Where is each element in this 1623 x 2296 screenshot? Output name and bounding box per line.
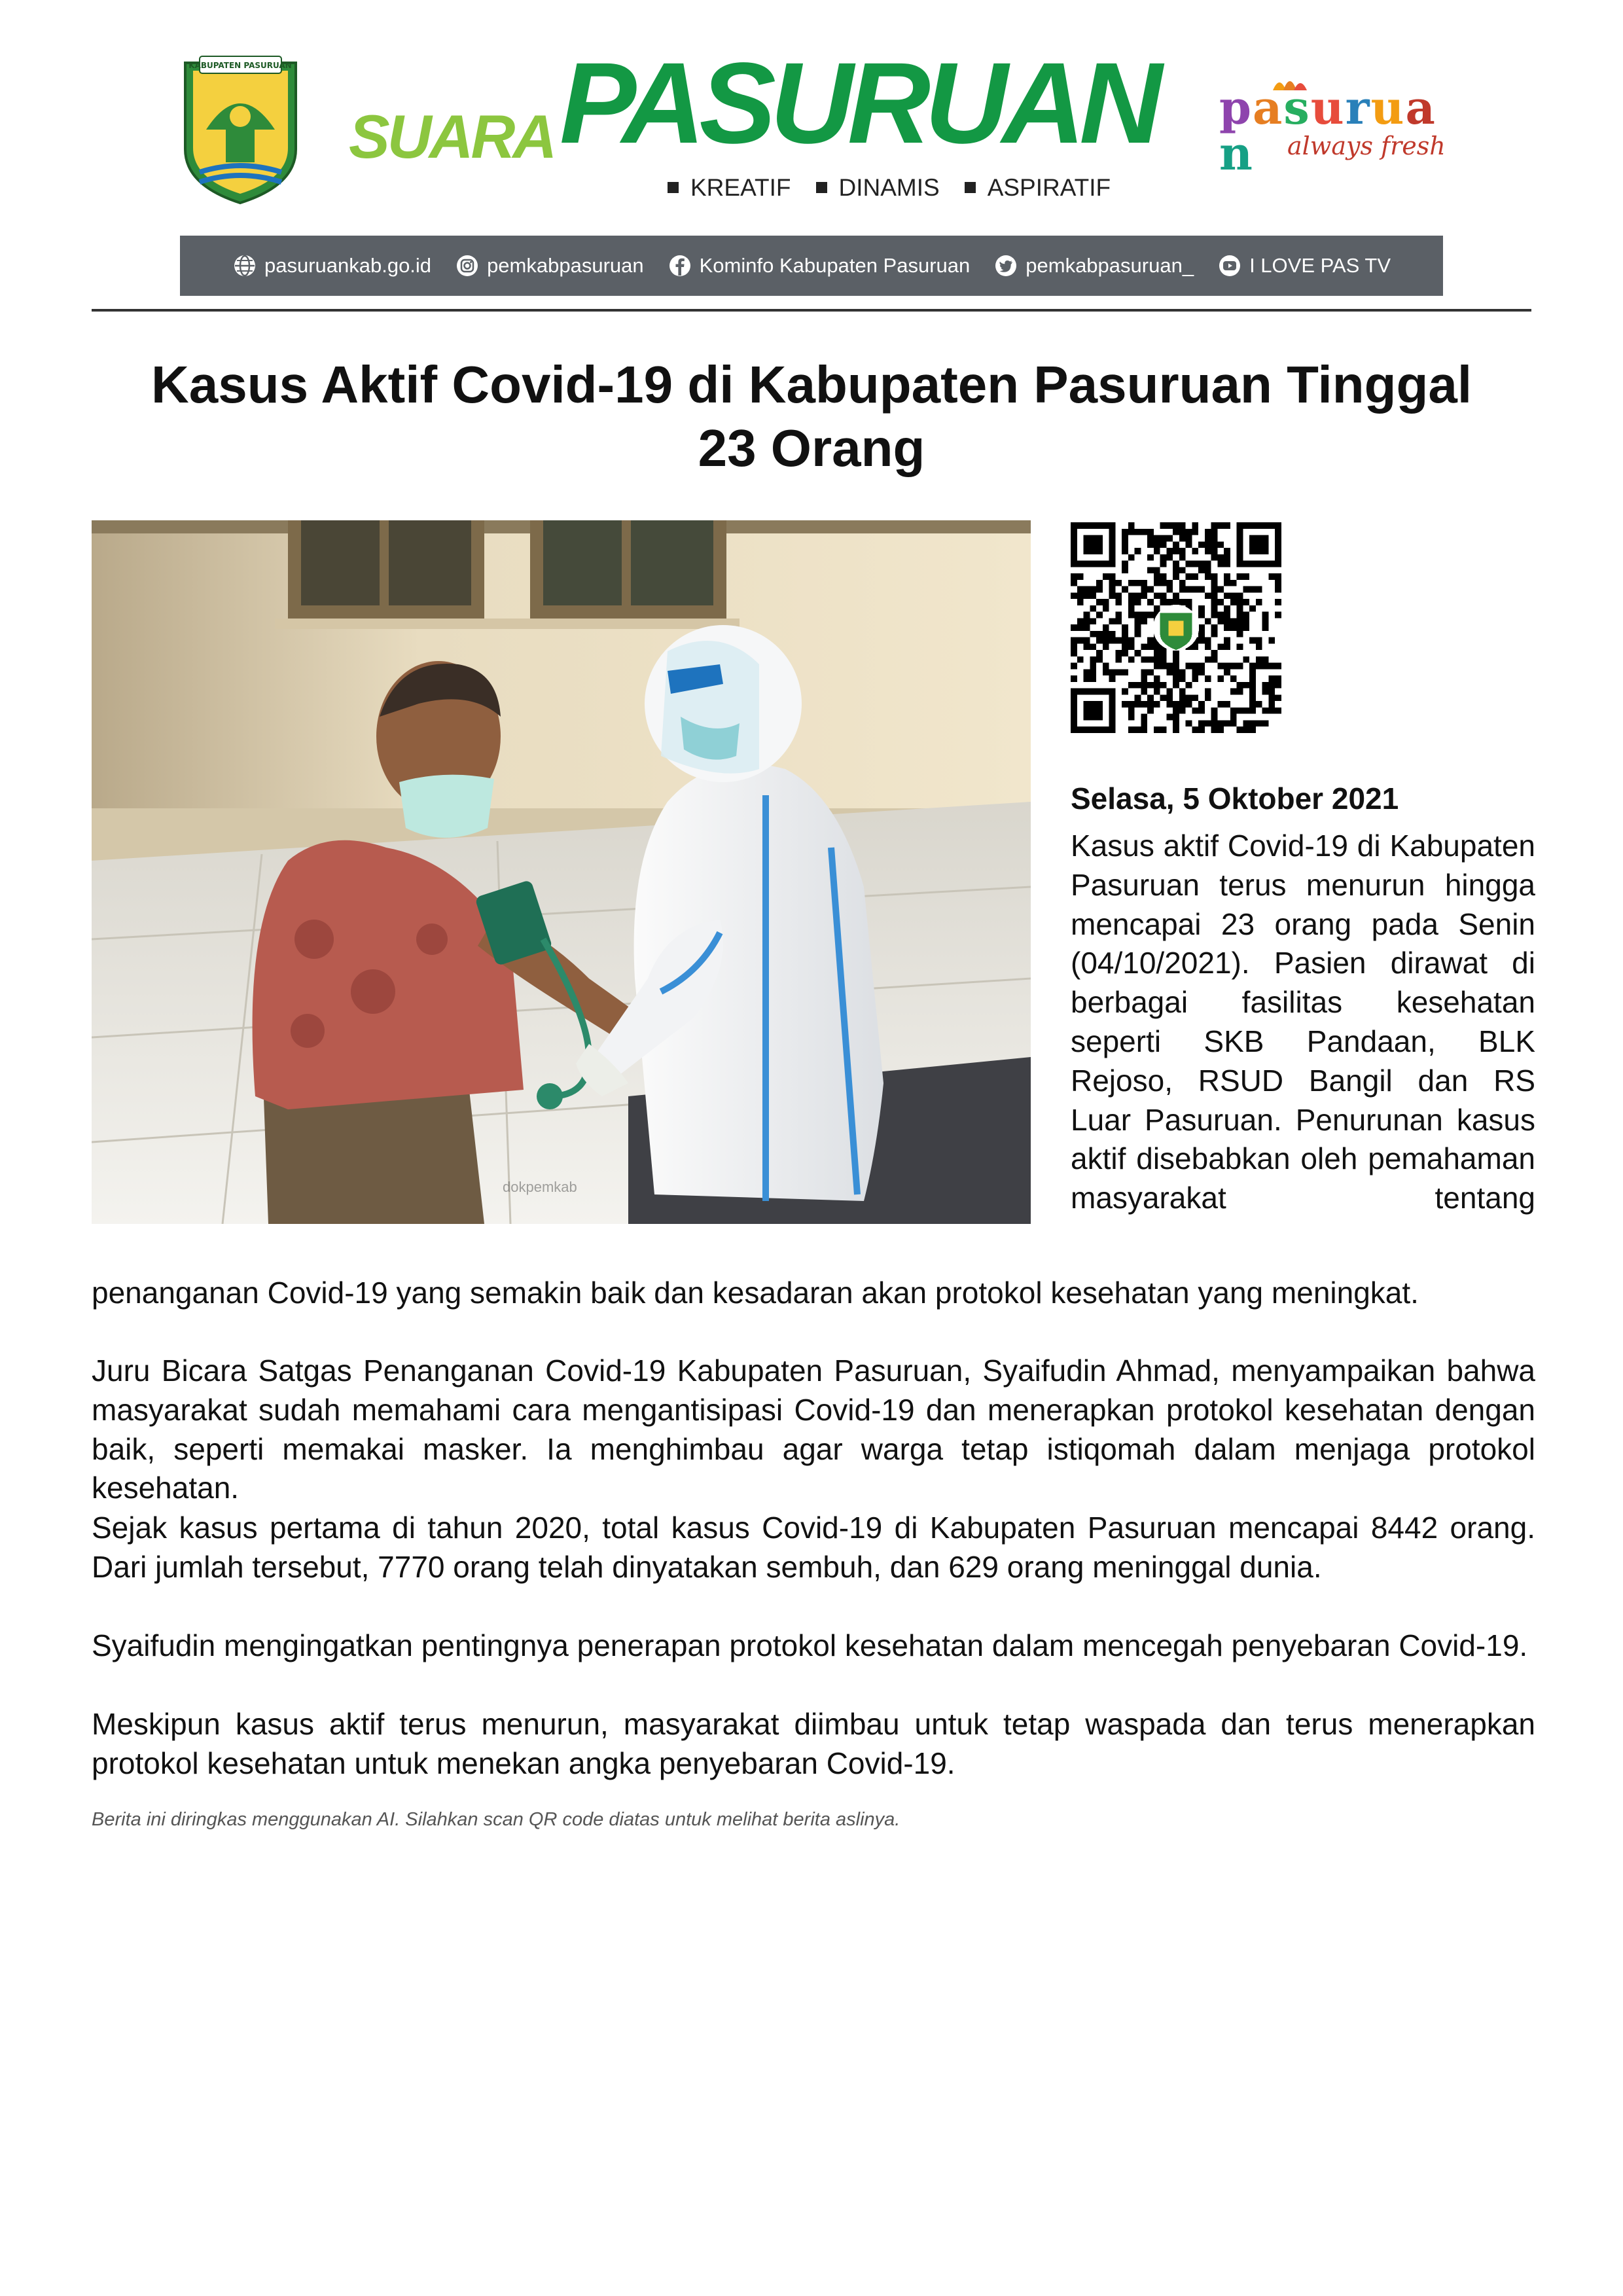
regency-emblem xyxy=(180,51,301,207)
tagline-item: DINAMIS xyxy=(816,175,940,200)
brand-suara: SUARA xyxy=(349,102,555,171)
social-item-youtube[interactable] xyxy=(1217,253,1391,278)
facebook-icon xyxy=(668,253,692,278)
qr-code-icon xyxy=(1071,522,1281,733)
article-headline xyxy=(92,353,1531,480)
paragraph: Sejak kasus pertama di tahun 2020, total kasus Covid-19 di Kabupaten Pasuruan mencapai 8442 orang. Dari jumlah tersebut, 7770 orang telah dinyatakan sembuh, dan 629 orang meninggal dunia. xyxy=(92,1511,1535,1584)
youtube-icon xyxy=(1217,253,1242,278)
social-item-twitter[interactable] xyxy=(993,253,1194,278)
lead-paragraph-continued: penanganan Covid-19 yang semakin baik dan kesadaran akan protokol kesehatan yang meningkat. xyxy=(92,1276,1419,1310)
tagline-item: ASPIRATIF xyxy=(965,175,1111,200)
headline-line-2: 23 Orang xyxy=(698,418,925,477)
article-photo xyxy=(92,520,1031,1224)
lead-paragraph-column: Kasus aktif Covid-19 di Kabupaten Pasuruan terus menurun hingga mencapai 23 orang pada Senin (04/10/2021). Pasien dirawat di berbagai fasilitas kesehatan seperti SKB Pandaan, BLK Rejoso, RSUD Bangil dan RS Luar Pasuruan. Penurunan kasus aktif disebabkan oleh pemahaman masyarakat tentang xyxy=(1071,829,1535,1215)
tourism-word: pasuruan xyxy=(1219,81,1436,181)
tagline-item: KREATIF xyxy=(668,175,791,200)
bullet-square-icon xyxy=(668,182,679,193)
instagram-icon xyxy=(455,253,480,278)
header-divider xyxy=(92,309,1531,312)
photo-watermark: dokpemkab xyxy=(503,1179,577,1195)
paragraph: Syaifudin mengingatkan pentingnya penerapan protokol kesehatan dalam mencegah penyebaran Covid-19. xyxy=(92,1628,1528,1662)
paragraph: Juru Bicara Satgas Penanganan Covid-19 Kabupaten Pasuruan, Syaifudin Ahmad, menyampaikan bahwa masyarakat sudah memahami cara mengantisipasi Covid-19 dan menerapkan protokol kesehatan dengan baik, seperti memakai masker. Ia menghimbau agar warga tetap istiqomah dalam menjaga protokol kesehatan. xyxy=(92,1354,1535,1505)
social-label: I LOVE PAS TV xyxy=(1249,254,1391,277)
qr-code[interactable] xyxy=(1071,522,1281,733)
social-label: Kominfo Kabupaten Pasuruan xyxy=(699,254,971,277)
brand-pasuruan: PASURUAN xyxy=(560,39,1157,168)
ai-summary-footnote: Berita ini diringkas menggunakan AI. Silahkan scan QR code diatas untuk melihat berita aslinya. xyxy=(92,1809,901,1830)
social-label: pemkabpasuruan_ xyxy=(1026,254,1194,277)
paragraph: Meskipun kasus aktif terus menurun, masyarakat diimbau untuk tetap waspada dan terus menerapkan protokol kesehatan untuk menekan angka penyebaran Covid-19. xyxy=(92,1707,1535,1780)
social-label: pasuruankab.go.id xyxy=(264,254,432,277)
social-label: pemkabpasuruan xyxy=(487,254,644,277)
social-item-facebook[interactable] xyxy=(668,253,971,278)
tourism-slogan: always fresh xyxy=(1287,132,1446,160)
tourism-logo xyxy=(1214,80,1450,181)
headline-line-1: Kasus Aktif Covid-19 di Kabupaten Pasuruan Tinggal xyxy=(151,355,1472,414)
emblem-text: KABUPATEN PASURUAN xyxy=(188,61,292,70)
globe-icon xyxy=(232,253,257,278)
bullet-square-icon xyxy=(965,182,976,193)
tagline xyxy=(668,175,1111,200)
article-date: Selasa, 5 Oktober 2021 xyxy=(1071,781,1399,816)
social-item-instagram[interactable] xyxy=(455,253,644,278)
social-bar xyxy=(180,236,1443,296)
bullet-square-icon xyxy=(816,182,827,193)
social-item-website[interactable] xyxy=(232,253,431,278)
twitter-icon xyxy=(993,253,1018,278)
